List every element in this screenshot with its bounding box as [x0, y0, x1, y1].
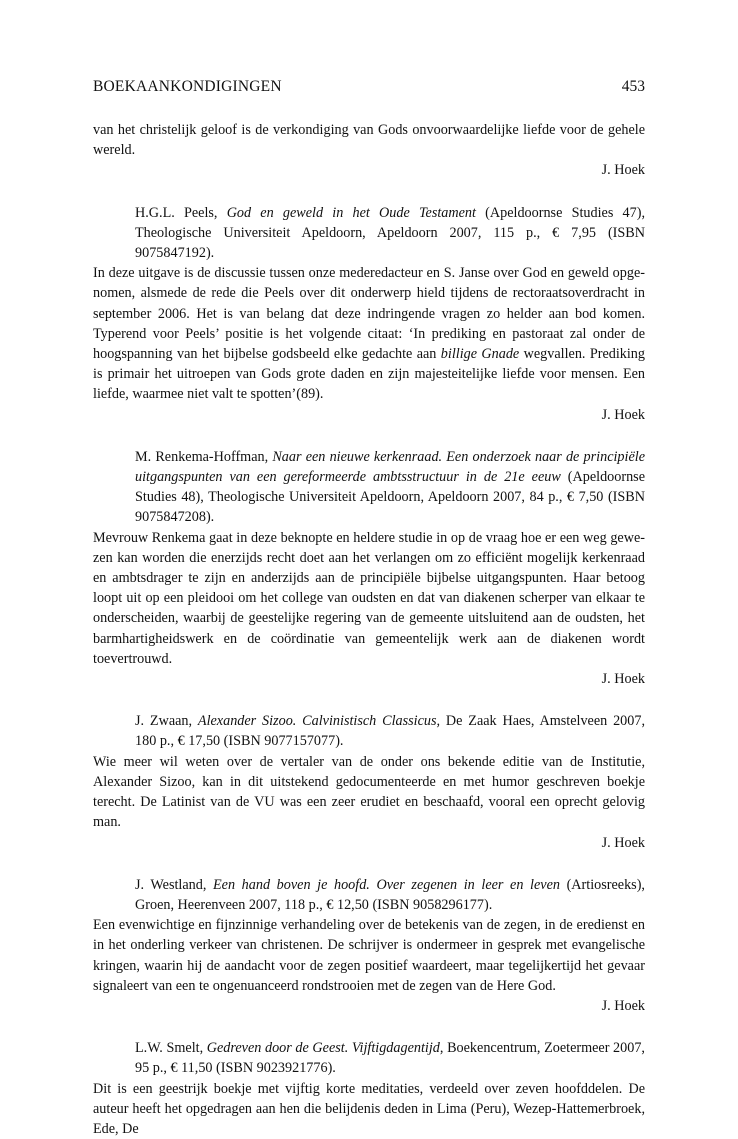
- book-review: Dit is een geestrijk boekje met vijftig korte meditaties, verdeeld over zeven hoofddelen. De auteur heeft het opgedragen aan hen die belijdenis deden in Lima (Peru), Wezep-Hattemerbroek, Ede, De: [93, 1080, 645, 1137]
- book-author: J. Zwaan,: [135, 713, 198, 730]
- book-details: (Apeldoornse Studies 47), Theologische Universiteit Apeldoorn, Apeldoorn 2007, 115 p., € 7,95 (ISBN 9075847192).: [135, 204, 645, 262]
- book-title: God en geweld in het Oude Testament: [226, 204, 476, 221]
- book-entry-header: [93, 711, 645, 751]
- book-details: (Artiosreeks), Groen, Heerenveen 2007, 118 p., € 12,50 (ISBN 9058296177).: [135, 876, 645, 913]
- book-author: L.W. Smelt,: [135, 1040, 207, 1057]
- intro-paragraph: van het christelijk geloof is de verkondiging van Gods onvoorwaardelijke liefde voor de gehele wereld.: [93, 122, 645, 159]
- book-review: Mevrouw Renkema gaat in deze beknopte en heldere studie in op de vraag hoe er een weg gewezen kan worden die enerzijds recht doet aan het verlangen om zo efficiënt mogelijk kerkenraad en ambtsdrager te zijn en anderzijds aan de principiële bijbelse uitgangspunten. Haar betoog loopt uit op een pleidooi om het college van oudsten en dat van diakenen scherper van elkaar te onderscheiden, waarbij de geestelijke regering van de gemeente uitsluitend aan de oudsten, het barmhartigheidswerk en de coördinatie van gemeentelijk werk aan de diakenen wordt toevertrouwd.: [93, 529, 645, 667]
- book-author: H.G.L. Peels,: [135, 204, 227, 221]
- header-title: BOEKAANKONDIGINGEN: [93, 78, 282, 95]
- review-signature: J. Hoek: [601, 671, 645, 688]
- page-body: [93, 120, 645, 1139]
- review-signature: J. Hoek: [601, 997, 645, 1014]
- review-italic-phrase: billige Gnade: [440, 346, 520, 363]
- book-author: J. Westland,: [135, 876, 214, 893]
- page-number: 453: [621, 78, 645, 95]
- book-entry-header: [93, 203, 645, 264]
- book-details: (Apeldoornse Studies 48), Theologische Universiteit Apeldoorn, Apeldoorn 2007, 84 p., € 7,50 (ISBN 9075847208).: [135, 469, 645, 526]
- review-signature: J. Hoek: [601, 406, 645, 423]
- book-details: , Boekencentrum, Zoetermeer 2007, 95 p., € 11,50 (ISBN 9023921776).: [135, 1040, 645, 1077]
- book-review: [93, 263, 645, 404]
- running-header: [93, 78, 645, 98]
- book-review: Een evenwichtige en fijnzinnige verhandeling over de betekenis van de zegen, in de eredienst en in het onderling verkeer van christenen. De schrijver is ondermeer in gesprek met evangelische kringen, waarin hij de aandacht voor de zegen positief waardeert, maar tegelijkertijd het gevaar signaleert van een te ongenuanceerd rondstrooien met de zegen van de Here God.: [93, 917, 645, 994]
- book-entry-header: [93, 875, 645, 915]
- review-text-part: wegvallen. Prediking is primair het uitroepen van Gods grote daden en zijn majesteitelijke liefde voor mensen. Een liefde, waarmee niet valt te spotten’(89).: [93, 346, 645, 403]
- book-entry-header: [93, 1038, 645, 1078]
- review-text-part: In deze uitgave is de discussie tussen onze mederedacteur en S. Janse over God en geweld opgenomen, alsmede de rede die Peels over dit onderwerp hield tijdens de rectoraatsoverdracht in september 2006. Het is van belang dat deze indringende vragen zo helder aan bod komen. Typerend voor Peels’ positie is het volgende citaat: ‘In prediking en pastoraat zal onder de hoogspanning van het bijbelse godsbeeld elke gedachte aan: [93, 265, 645, 363]
- book-title: Naar een nieuwe kerkenraad. Een onderzoek naar de principiële uitgangspunten van een gereformeerde ambtsstructuur in de 21e eeuw: [135, 448, 645, 486]
- book-entry-header: [93, 447, 645, 528]
- intro-signature: J. Hoek: [601, 162, 645, 179]
- book-title: Alexander Sizoo. Calvinistisch Classicus,: [197, 713, 441, 730]
- book-title: Een hand boven je hoofd. Over zegenen in leer en leven: [213, 876, 560, 893]
- book-details: De Zaak Haes, Amstelveen 2007, 180 p., € 17,50 (ISBN 9077157077).: [135, 713, 645, 750]
- review-signature: J. Hoek: [601, 834, 645, 851]
- book-title: Gedreven door de Geest. Vijftigdagentijd: [206, 1040, 440, 1057]
- book-review: Wie meer wil weten over de vertaler van de onder ons bekende editie van de Institutie, Alexander Sizoo, kan in dit uitstekend gedocumenteerde en met humor geschreven boekje terecht. De Latinist van de VU was een zeer erudiet en beschaafd, vooral een oprecht gelovig man.: [93, 753, 645, 831]
- book-author: M. Renkema-Hoffman,: [135, 448, 273, 465]
